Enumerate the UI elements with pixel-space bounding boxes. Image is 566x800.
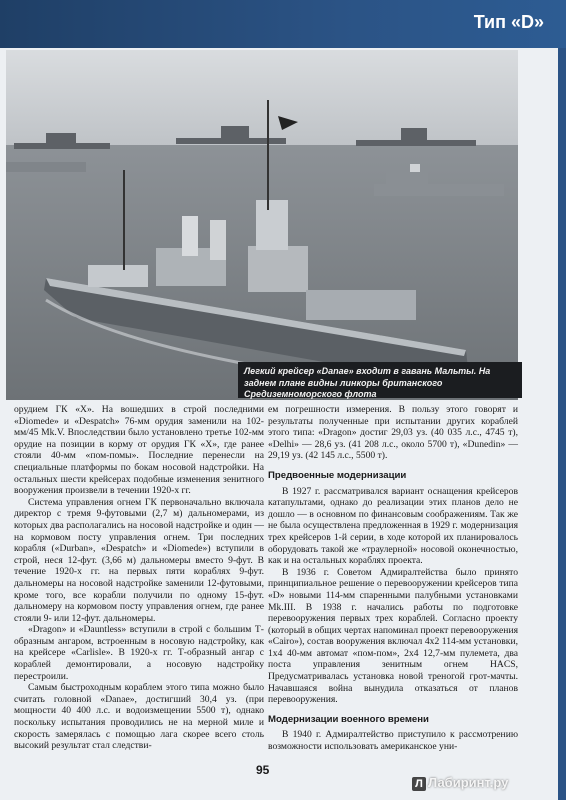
cruiser-photo-illustration xyxy=(6,50,518,400)
right-paragraph-1: В 1927 г. рассматривался вариант оснащения крейсеров катапультами, однако до реализации этих планов дело не дошло — в основном по финансовым соображениям. Так же не была осуществлена предложенная в 1929 г. модернизация трех крейсеров 1-й серии, в ходе которой их планировалось оборудовать такой же «траулерной» носовой оконечностью, как и на остальных кораблях проекта. xyxy=(268,485,518,567)
photo-caption: Легкий крейсер «Danae» входит в гавань Мальты. На заднем плане видны линкоры британского Средиземноморского флота xyxy=(238,362,522,398)
left-paragraph-1: орудием ГК «X». На вошедших в строй последними «Diomede» и «Despatch» 76-мм орудия заменили на 102-мм/45 Mk.V. Впоследствии было установлено третье 102-мм орудие на позиции в корму от орудия ГК «X», где ранее стояли 40-мм «пом-помы». Последние перенесли на специальные платформы по бокам носовой надстройки. На остальных шести крейсерах подобные изменения зенитного вооружения произвели в течении 1920-х гг. xyxy=(14,404,264,497)
watermark-text: Лабиринт.ру xyxy=(428,775,509,790)
right-paragraph-2: В 1936 г. Советом Адмиралтейства было принято принципиальное решение о перевооружении крейсеров типа «D» новыми 114-мм спаренными палубными установками Mk.III. В 1938 г. начались работы по подготовке перевооружения первых трех кораблей. Согласно проекту (который в общих чертах напоминал проект перевооружения «Cairo»), состав вооружения включал 4х2 114-мм установки, 1х4 40-мм автомат «пом-пом», 2х4 12,7-мм пулемета, два поста управления зенитным огнем HACS, Предусматривалась установка новой треногой грот-мачты. Начавшаяся война вынудила отказаться от планов перевооружения. xyxy=(268,566,518,706)
page-title: Тип «D» xyxy=(473,12,544,32)
watermark-logo-icon: Л xyxy=(412,777,426,791)
right-column xyxy=(268,404,518,753)
cruiser-photo xyxy=(6,50,518,400)
left-paragraph-3: «Dragon» и «Dauntless» вступили в строй с большим Т-образным ангаром, встроенным в носовую надстройку, как на крейсере «Carlisle». В 1920-х гг. Т-образный ангар с кораблей демонтировали, а носовую надстройку перестроили. xyxy=(14,624,264,682)
side-accent-bar xyxy=(558,48,566,800)
page-number: 95 xyxy=(256,763,270,777)
right-paragraph-3: В 1940 г. Адмиралтейство приступило к рассмотрению возможности использовать американское уни- xyxy=(268,729,518,753)
section-heading-wartime: Модернизации военного времени xyxy=(268,713,429,725)
section-heading-prewar: Предвоенные модернизации xyxy=(268,469,407,481)
right-intro-paragraph: ем погрешности измерения. В пользу этого говорят и результаты полученные при испытании других кораблей этого типа: «Dragon» достиг 29,03 уз. (40 035 л.с., 4745 т), «Delhi» — 28,6 уз. (41 208 л.с., около 5700 т), «Dunedin» — 29,19 уз. (42 145 л.с., 5500 т). xyxy=(268,404,518,462)
watermark xyxy=(412,775,508,791)
left-column xyxy=(14,404,264,752)
left-paragraph-4: Самым быстроходным кораблем этого типа можно было считать головной «Danae», достигший 30,4 уз. (при мощности 40 400 л.с. и водоизмещении 5500 т), однако поскольку испытания проводились не на мерной миле и скорость замерялась с помощью лага скорее всего столь высокий результат стал следстви- xyxy=(14,682,264,752)
header-band xyxy=(0,0,566,48)
left-paragraph-2: Система управления огнем ГК первоначально включала директор с тремя 9-футовыми (2,7 м) дальномерами, из которых два располагались на носовой надстройке и один — на кормовом посту управления огнем. Три последних корабля («Durban», «Despatch» и «Diomede») вступили в строй, неся 12-фут. (3,66 м) дальномеры вместо 9-фут. В течение 1920-х гг. на первых пяти кораблях 9-фут. дальномеры на носовой надстройке заменили 12-футовыми, кроме того, все корабли получили по одному 15-фут. дальномеру на кормовом посту управления огнем, где ранее стояли 9- или 12-фут. дальномеры. xyxy=(14,496,264,624)
